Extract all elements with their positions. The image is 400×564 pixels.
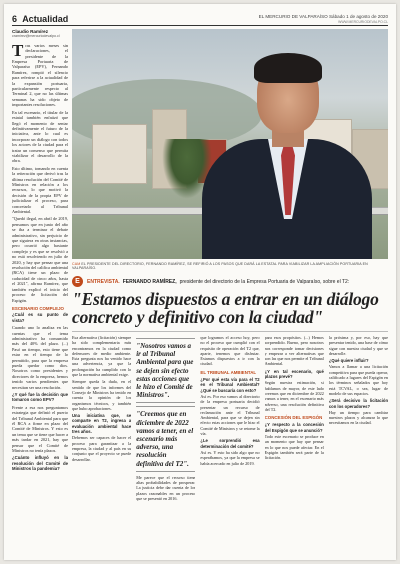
kicker-badge: E (72, 276, 83, 287)
question: ¿Por qué esta vía para el T2 en el Tribunal Ambiental? ¿Qué se buscaría con esto? (200, 377, 260, 393)
section-name: Actualidad (22, 14, 69, 24)
pull-quote: "Creemos que en diciembre de 2022 vamos a tener, en el escenario más adverso, una resolución definitiva del T2". (136, 406, 195, 471)
intro-paragraph (12, 40, 68, 108)
paragraph: para esos propósitos. (...) Hemos sorprendido. Bueno, pero nosotros nos corresponde tomar decisiones y empezar a ver alternativas que son las que nos permite el Tribunal Ambiental. (264, 335, 324, 367)
subhead: EL TRIBUNAL AMBIENTAL (200, 369, 257, 375)
newspaper-name: EL MERCURIO DE VALPARAÍSO Sábado 1 de agosto de 2020 (258, 14, 388, 19)
article-column-1 (72, 335, 131, 557)
dropcap: T (12, 40, 24, 60)
paragraph: Vamos a llamar a una licitación competitiva para que pueda operar, calificado a lugares del Espigón en los términos señalados que hoy está TCVAL, o sea, lugar de modelo de sus espacios. (328, 364, 389, 396)
paragraph: Así es. Por eso vamos al directorio de la empresa portuaria decidió presentar un recurso de reclamación ante el Tribunal Ambiental, para que se dejen sin efecto estas acciones que le hizo el Comité de Ministros y se retome la vía. (200, 393, 260, 437)
paragraph: Hay un tiempo para cambiar nuestros plazos y alcanzar lo que necesitamos en la ciudad. (328, 409, 389, 426)
question: ¿Y qué fue la decisión que tomaron como EPV? (12, 392, 68, 403)
headline: "Estamos dispuestos a entrar en un diálogo concreto y definitivo con la ciudad" (72, 289, 379, 327)
paragraph: Esto último, tomando en cuenta la reiteración que derivó tras la última resolución del Comité de Ministros en relación a los recursos, lo que motivó la decisión de la propia EPV de judicializar el proceso, para concretarlo al Tribunal Ambiental. (12, 165, 68, 214)
headline-rule (72, 331, 388, 332)
paragraph: Me parece que el recurso tiene altas probabilidades de prosperar. La justicia debe dar cuenta de los plazos razonables en un proceso que se presentó en 2016. (136, 474, 196, 502)
portrait-photo (72, 29, 388, 259)
question: ¿Cuánto influyó en la resolución del Comité de Ministros la pandemia? (12, 455, 68, 472)
question: ¿Y respecto a la concesión del Espigón que se anunció? (264, 422, 324, 433)
man-hair (254, 53, 322, 83)
paragraph: "Quedó ilegal, en abril de 2019, pensamos que en junio del año se iba a terminar el debate administrativo, sin perjuicio de que siguiera en otras instancias, pero ocurrió algo bastante complejo y es que se resolvió a no está resolviendo en julio de 2020, y hay que pensar que una resolución del califica ambiental (RCA) tiene un plazo de caducidad de cinco años, hasta el 2021", afirma Ramírez, que también explicó el inicio del proceso de licitación del Espigón. (12, 216, 68, 303)
page-number: 6 (12, 14, 18, 24)
page-header (12, 10, 388, 24)
section-title (12, 14, 68, 24)
question: Una iniciativa que, se comparte en T2, ingresa a evaluación ambiental hace tres años. (72, 413, 132, 435)
paragraph: Según nuestra estimación, si hablamos de mayor, de este lado creemos que en diciembre de 2022 vamos a tener, en el escenario más adverso, una resolución definitiva del T2. (264, 380, 324, 412)
header-rule (12, 25, 388, 26)
question: ¿Cuál es su punto de vista? (12, 312, 68, 323)
left-column (12, 29, 68, 554)
article-column-4 (265, 335, 324, 557)
answer: Cuando uno lo analiza en las cuentas que el tema administrativo ha consumido más del 40% del plazo. (...) Pasó un tiempo, esto tiene que estar en el tiempo de lo permitido, para que la empresa pueda quedar como dios. Nosotros como presidentes y directores de la empresa, hemos tenido varios pendientes que necesitan ser una resolución. (12, 325, 68, 390)
question: ¿Y en tal escenario, qué plazos prevé? (264, 368, 324, 380)
photo-caption (72, 262, 388, 270)
author-name: Claudio Ramírez (12, 29, 48, 34)
pull-quote: "Nosotros vamos a ir al Tribunal Ambiental para que se dejen sin efecto estas acciones que le hizo el Comité de Ministros". (136, 338, 195, 403)
kicker-label: ENTREVISTA. (87, 278, 120, 285)
author-email: cramirez@mercuriodevalpo.cl (12, 34, 60, 39)
question: ¿Le sorprendió esa determinación del comité? (200, 438, 260, 449)
paragraph: Esa alternativa (licitación) siempre ha sido complementaria más encontramos en la ciudad como defensores de medio ambiente. Esta pregunta nos ha venido hace una advertencia, ya que la prolongación ha cumplido con lo que la normativa ambiental exige. (72, 335, 132, 378)
article-column-3 (200, 335, 259, 557)
subhead: ESCENARIO COMPLEJO (12, 305, 64, 311)
newspaper-page (4, 4, 396, 560)
paragraph: la próxima y, por eso, hay que presentar tenido, una base de cómo sigue con nuestra ciudad y que se desarrolle. (328, 335, 389, 356)
paragraph: Todo este escenario se produce en un momento que hay que pensar en lo que nos puede afectar. En el Espigón también será parte de la licitación. (264, 434, 324, 461)
article-body (72, 335, 388, 557)
paragraph: Siempre queda la duda, en el sentido de que los informes del Consejo de Ministros ha tenido en cuenta la opinión de los organismos técnicos, y también que hubo aprobaciones. (72, 379, 132, 411)
paragraph: Así es. Y esto ha sido algo que no esperábamos, ya que la empresa se había acercado en julio de 2019. (200, 449, 260, 466)
newspaper-website: WWW.MERCURIODEVALPO.CL (338, 20, 388, 24)
building (92, 124, 147, 184)
paragraph: Debemos ser capaces de hacer el proceso para garantizar a la empresa, la ciudad y al país en su conjunto que el proyecto se puede desarrollar. (72, 435, 132, 462)
paragraph: En tal escenario, el titular de la estatal también enfatizó que llegó el momento de sentar definitivamente el futuro de la iniciativa, ante lo cual es incorporar un diálogo con todos los actores de la ciudad para el tratar un consenso que permita viabilizar el desarrollo de la obra. (12, 109, 68, 164)
caption-credit: CAM (72, 262, 81, 266)
masthead-date (259, 14, 388, 24)
kicker-name: FERNANDO RAMÍREZ, (122, 278, 177, 285)
intro-text: ras varios meses sin declaraciones, el presidente de la Empresa Portuaria de Valparaíso (EPV), Fernando Ramírez, rompió el silencio para referirse a la actualidad de la expansión portuaria, particularmente respecto al Terminal 2, que no las últimas semanas ha sido objeto de importantes resoluciones. (12, 42, 68, 108)
answer: Frente a esa nos preguntamos estrategia que definió el puerto del Tribunal Ambiental para que él RCA a firme en plazo del Comité de Ministros. Y esto es un tema que se tiene que hacer a más tardar en 2021, hay que pensar que el Comité de Ministros no tenía plazos. (12, 404, 68, 454)
subhead: CONCESIÓN DEL ESPIGÓN (264, 415, 323, 421)
article-kicker (72, 276, 388, 287)
caption-text: EL PRESIDENTE DEL DIRECTORIO, FERNANDO RAMÍREZ, SE REFIRIÓ A LOS PASOS QUE DARÁ LA ESTATAL PARA VIABILIZAR LA AMPLIACIÓN PORTUARIA EN VALPARAÍSO. (72, 262, 368, 270)
article-column-2 (136, 335, 195, 557)
paragraph: que logramos el acceso hoy, pero no el proceso que cumplió con el requisito de operación del T2 que, aparte, tenemos que disfrutar. Estamos dispuestos a ir con la ciudad. (200, 335, 260, 367)
kicker-rest: presidente del directorio de la Empresa Portuaria de Valparaíso, sobre el T2: (179, 278, 350, 285)
question: ¿Qué quiere influir? (328, 358, 369, 364)
question: ¿Será decisivo la licitación con los operadores? (328, 398, 389, 409)
article-column-5 (329, 335, 388, 557)
